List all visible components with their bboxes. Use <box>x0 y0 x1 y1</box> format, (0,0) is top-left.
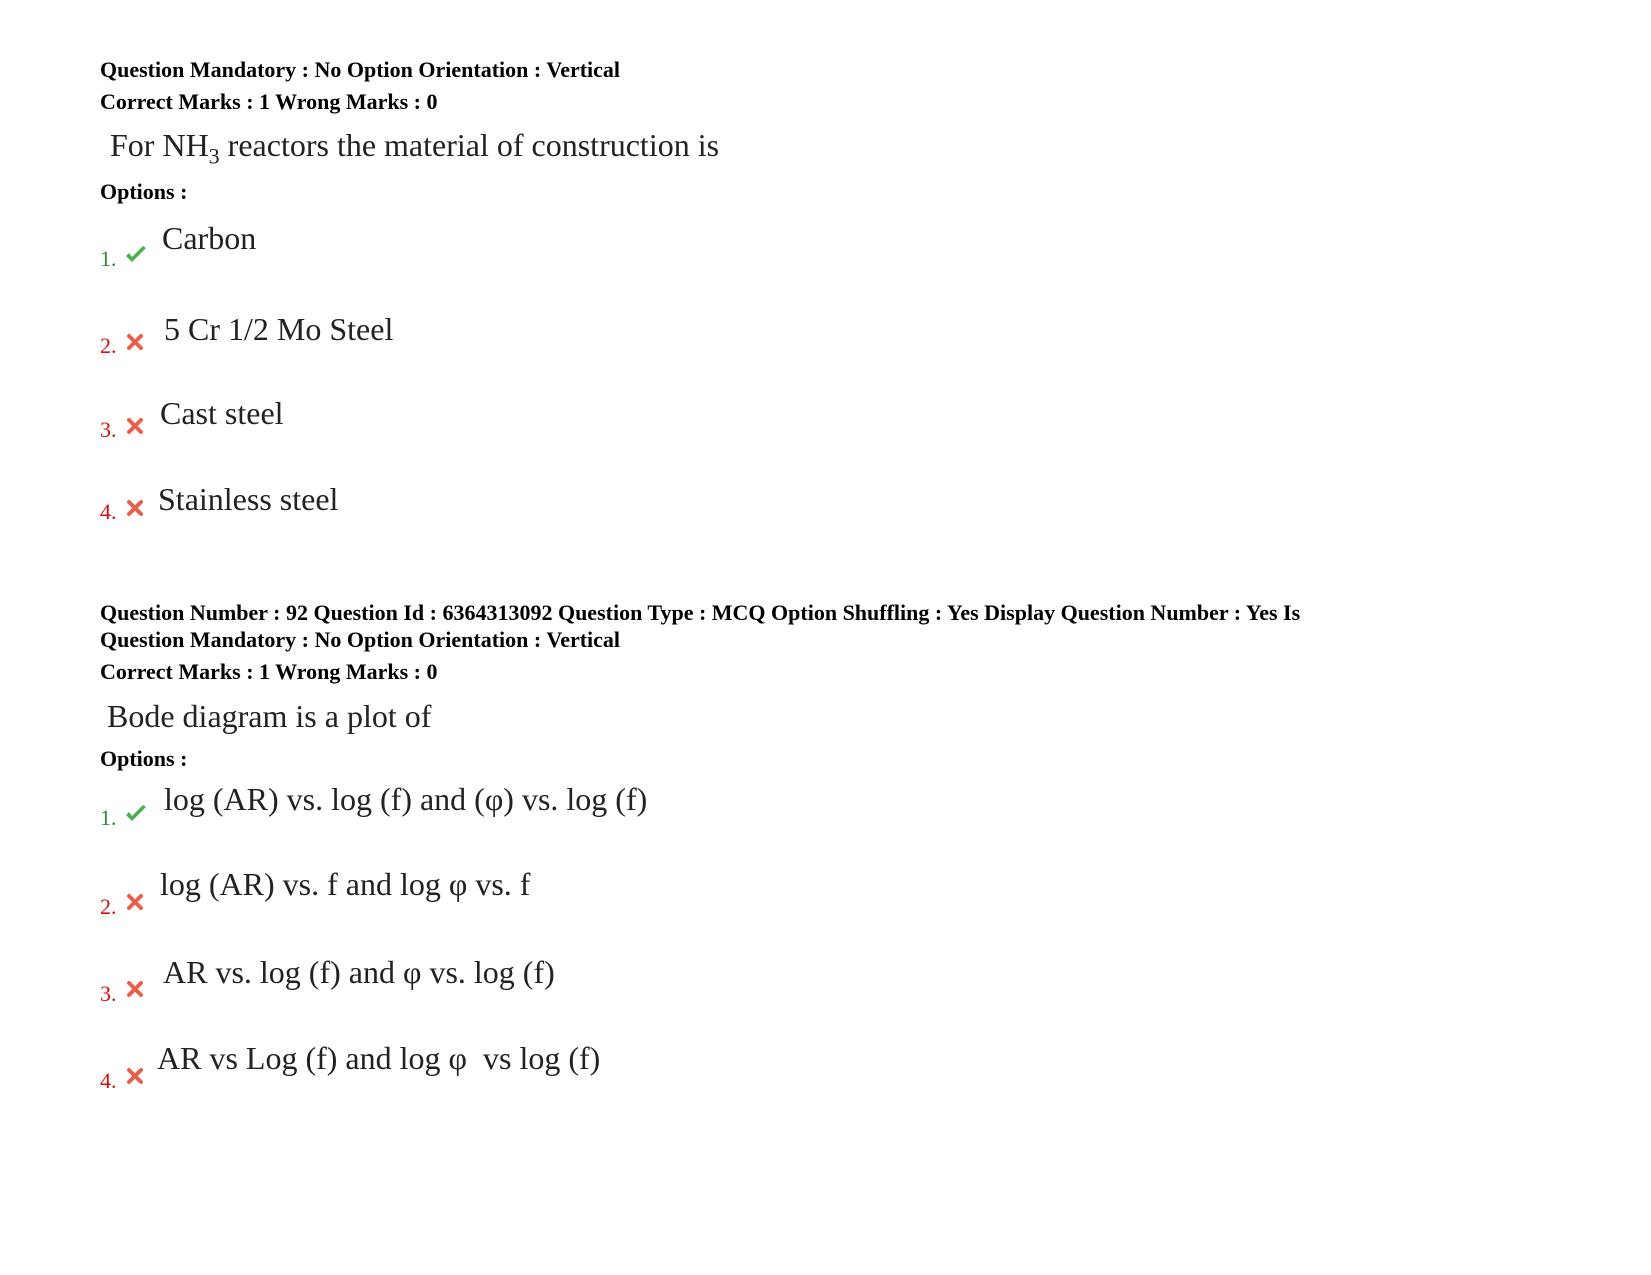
q1-text-part-a: For NH <box>110 127 209 163</box>
q1-meta-line-2: Correct Marks : 1 Wrong Marks : 0 <box>100 89 438 114</box>
q1-text-part-b: reactors the material of construction is <box>219 127 720 163</box>
cross-icon <box>126 893 144 911</box>
q2-meta-line-2: Question Mandatory : No Option Orientation : Vertical <box>100 627 621 652</box>
q1-option-2-number: 2. <box>100 333 117 358</box>
cross-icon <box>126 499 144 517</box>
cross-icon <box>126 333 144 351</box>
q1-text-subscript: 3 <box>208 143 220 169</box>
q1-option-1-text: Carbon <box>162 220 257 256</box>
q1-option-2-text: 5 Cr 1/2 Mo Steel <box>164 311 394 347</box>
q1-meta-line-1: Question Mandatory : No Option Orientation : Vertical <box>100 57 621 82</box>
q1-option-1-number: 1. <box>100 246 117 271</box>
q1-option-3-text: Cast steel <box>160 395 284 431</box>
q2-option-4-number: 4. <box>100 1068 117 1093</box>
q2-option-2-number: 2. <box>100 894 117 919</box>
cross-icon <box>126 1067 144 1085</box>
check-icon <box>124 803 148 825</box>
q1-option-4-text: Stainless steel <box>158 481 339 517</box>
q1-question-text <box>110 127 719 169</box>
q2-options-label: Options : <box>100 746 188 771</box>
cross-icon <box>126 417 144 435</box>
q2-option-3-text: AR vs. log (f) and φ vs. log (f) <box>163 954 555 990</box>
check-icon <box>124 244 148 266</box>
q1-options-label: Options : <box>100 179 188 204</box>
q2-meta-line-3: Correct Marks : 1 Wrong Marks : 0 <box>100 659 438 684</box>
q2-option-4-text: AR vs Log (f) and log φ vs log (f) <box>157 1040 601 1076</box>
q1-option-4-number: 4. <box>100 499 117 524</box>
q2-option-1-number: 1. <box>100 805 117 830</box>
q2-meta-line-1: Question Number : 92 Question Id : 6364313092 Question Type : MCQ Option Shuffling : Yes Display Question Number : Yes Is <box>100 600 1301 625</box>
q2-option-3-number: 3. <box>100 981 117 1006</box>
q2-option-2-text: log (AR) vs. f and log φ vs. f <box>160 866 531 902</box>
q1-option-3-number: 3. <box>100 417 117 442</box>
q2-question-text: Bode diagram is a plot of <box>107 698 432 734</box>
q2-option-1-text: log (AR) vs. log (f) and (φ) vs. log (f) <box>164 781 648 817</box>
cross-icon <box>126 980 144 998</box>
